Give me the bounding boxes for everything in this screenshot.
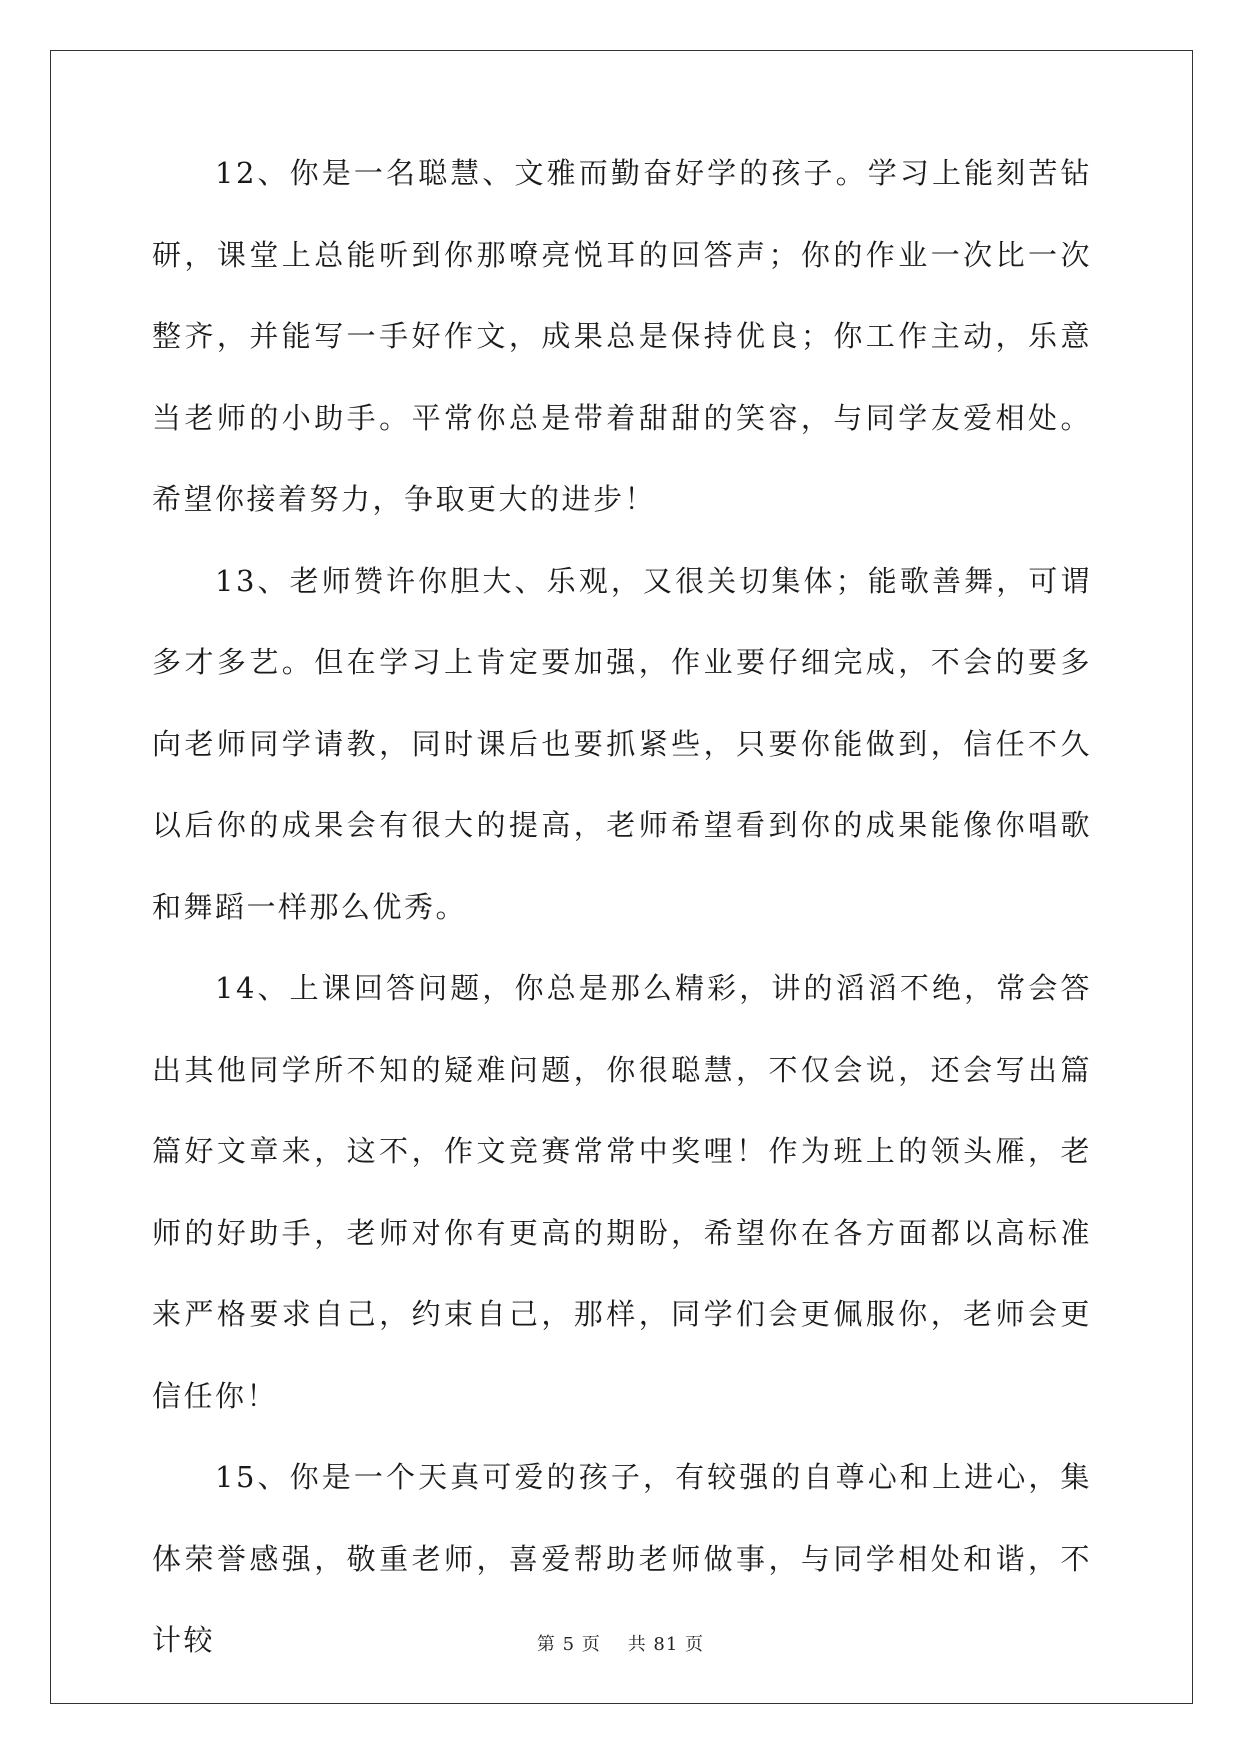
paragraph-15: 15、你是一个天真可爱的孩子，有较强的自尊心和上进心，集体荣誉感强，敬重老师，喜爱帮助老师做事，与同学相处和谐，不计较 [152,1460,1092,1657]
paragraph-14: 14、上课回答问题，你总是那么精彩，讲的滔滔不绝，常会答出其他同学所不知的疑难问题，你很聪慧，不仅会说，还会写出篇篇好文章来，这不，作文竞赛常常中奖哩！作为班上的领头雁，老师的好助手，老师对你有更高的期盼，希望你在各方面都以高标准来严格要求自己，约束自己，那样，同学们会更佩服你，老师会更信任你！ [152,971,1092,1413]
document-body [152,155,1092,1704]
paragraph-13: 13、老师赞许你胆大、乐观，又很关切集体；能歌善舞，可谓多才多艺。但在学习上肯定要加强，作业要仔细完成，不会的要多向老师同学请教，同时课后也要抓紧些，只要你能做到，信任不久以后你的成果会有很大的提高，老师希望看到你的成果能像你唱歌和舞蹈一样那么优秀。 [152,563,1092,924]
page-footer [0,1630,1241,1656]
paragraph-12: 12、你是一名聪慧、文雅而勤奋好学的孩子。学习上能刻苦钻研，课堂上总能听到你那嘹亮悦耳的回答声；你的作业一次比一次整齐，并能写一手好作文，成果总是保持优良；你工作主动，乐意当老师的小助手。平常你总是带着甜甜的笑容，与同学友爱相处。希望你接着努力，争取更大的进步！ [152,156,1092,516]
page-number: 第 5 页 共 81 页 [536,1634,705,1655]
